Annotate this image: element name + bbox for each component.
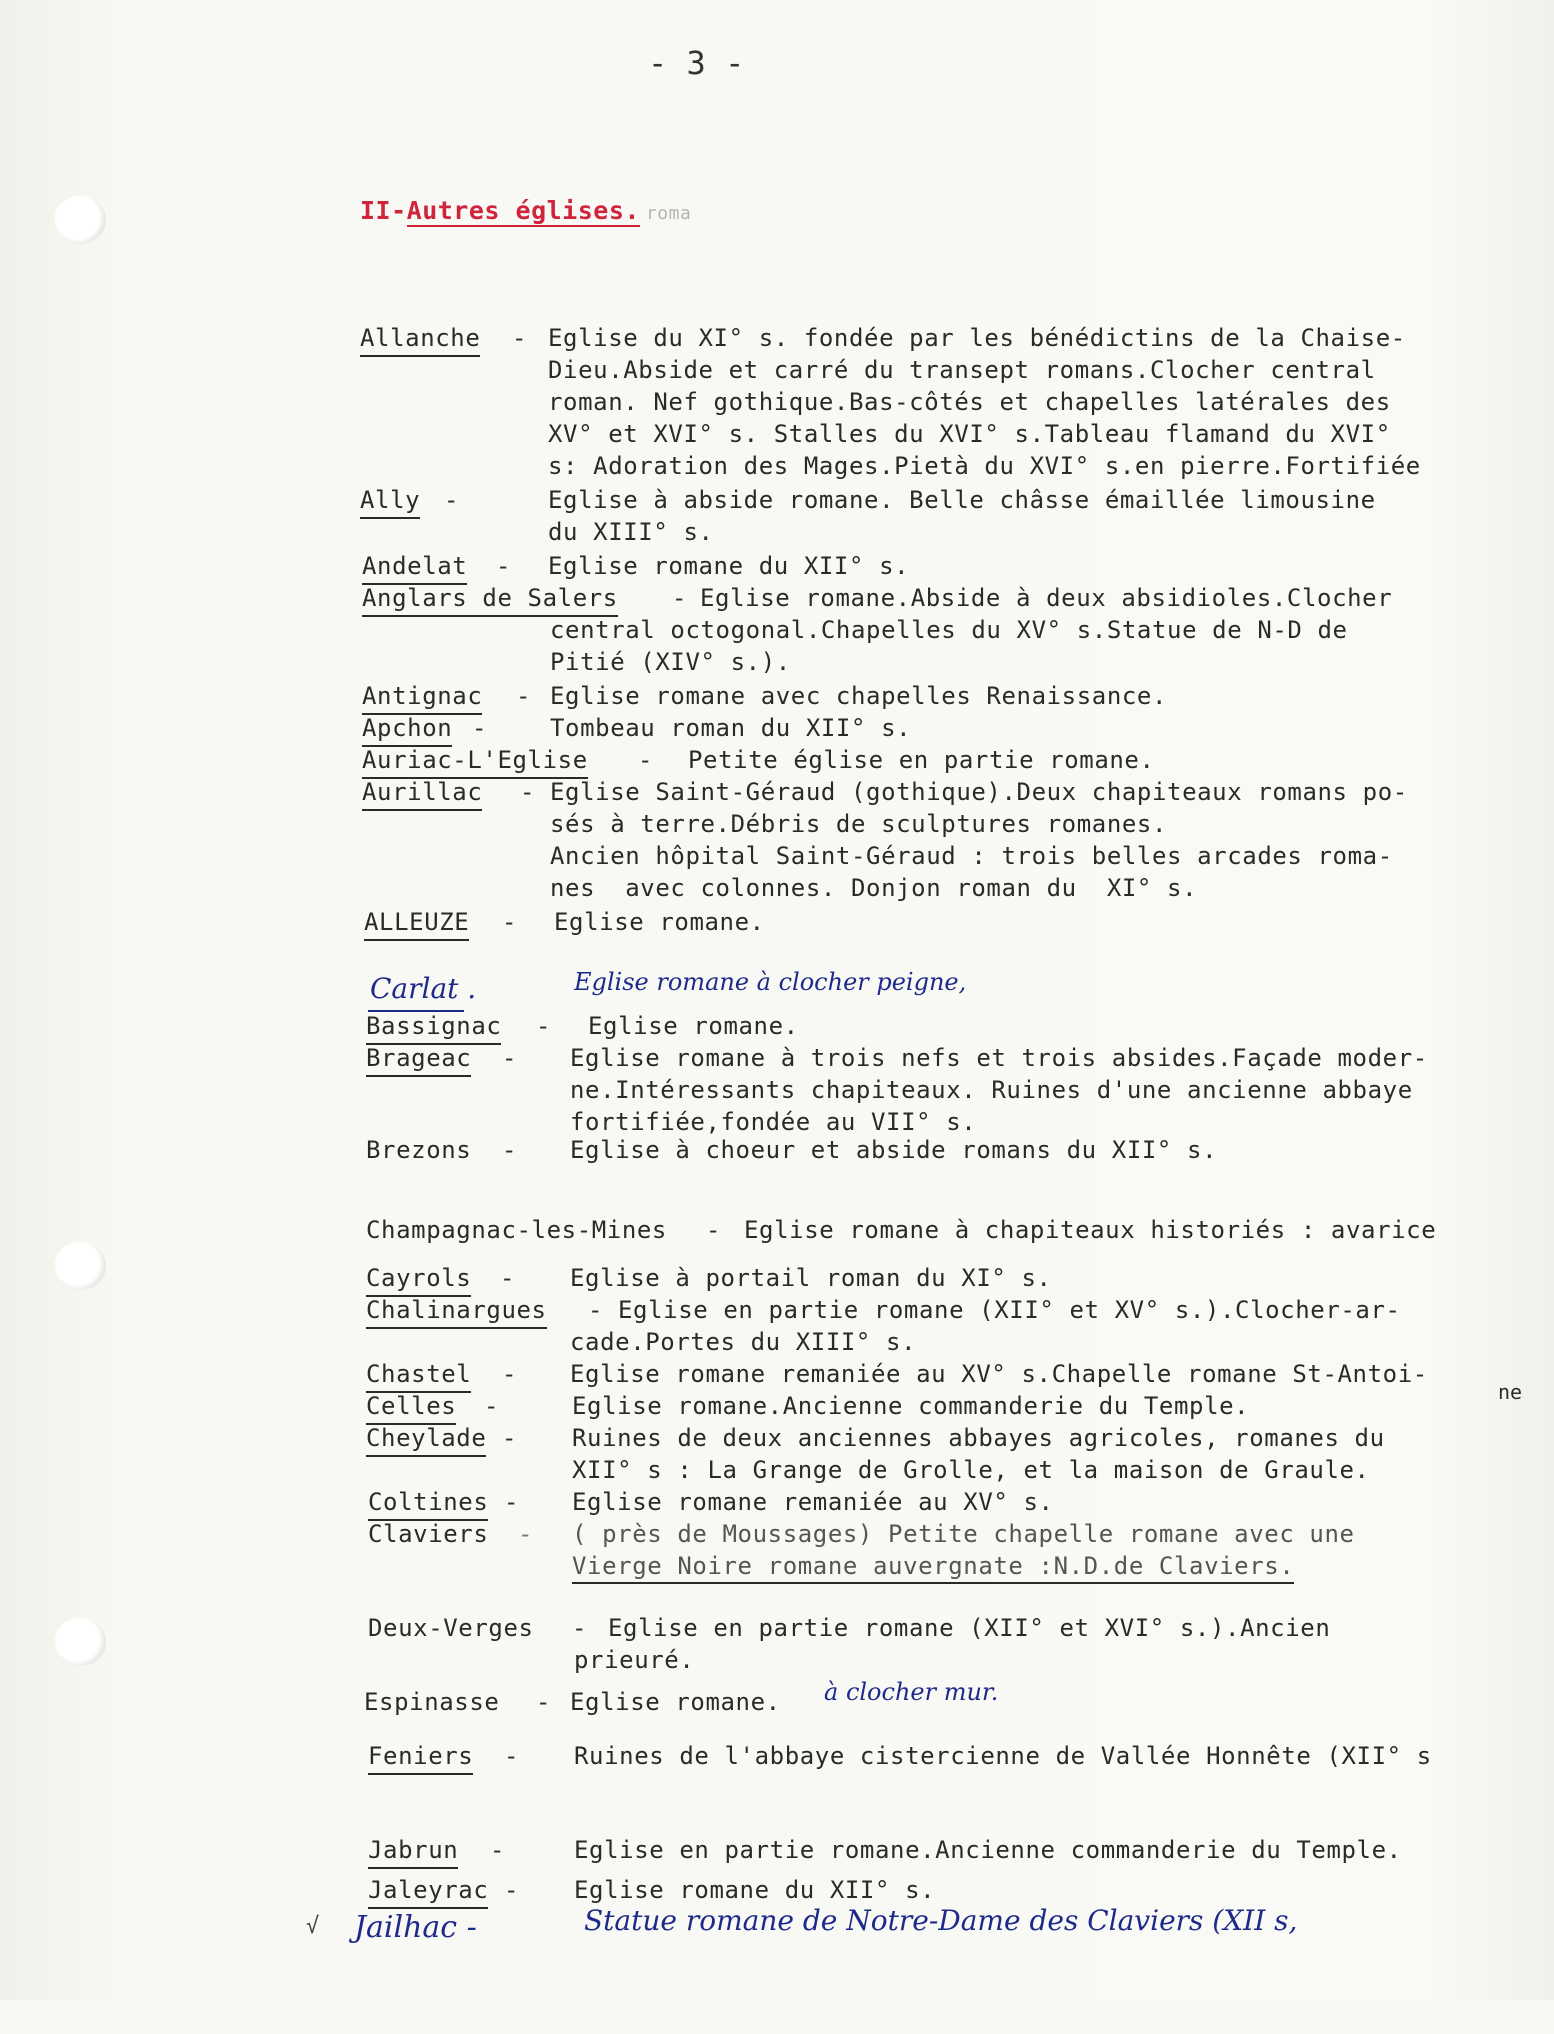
place-name: Andelat — [362, 550, 467, 585]
place-name: ALLEUZE — [364, 906, 469, 941]
list-item: Feniers - Ruines de l'abbaye cistercienne de Vallée Honnête (XII° s — [368, 1740, 428, 1900]
place-name: Brezons — [366, 1136, 472, 1164]
punch-hole — [54, 196, 106, 244]
place-name: Bassignac — [366, 1010, 501, 1045]
list-item: Antignac - Eglise romane avec chapelles Renaissance. — [362, 680, 422, 840]
place-name: Anglars de Salers — [362, 582, 618, 617]
place-name: Coltines — [368, 1486, 488, 1521]
list-item: Chalinargues - Eglise en partie romane (XII° et XV° s.).Clocher-ar- cade.Portes du XIII° s. — [366, 1296, 1401, 1356]
handwritten-note: à clocher mur. — [824, 1678, 999, 1706]
list-item: Bassignac - Eglise romane. — [366, 1010, 426, 1170]
list-item: Brageac - Eglise romane à trois nefs et trois absides.Façade moder- ne.Intéressants chapiteaux. Ruines d'une ancienne abbaye fortifiée,fondée au VII° s. — [366, 1044, 1428, 1136]
place-name: Deux-Verges — [368, 1614, 534, 1642]
section-number: II- — [360, 196, 407, 225]
place-name: Apchon — [362, 712, 452, 747]
list-item: ALLEUZE - Eglise romane. — [364, 906, 424, 1066]
list-item: Coltines - Eglise romane remaniée au XV° s. — [368, 1486, 428, 1646]
line-continuation: ne — [1498, 1380, 1523, 1404]
place-name: Chalinargues — [366, 1294, 547, 1329]
list-item: Deux-Verges - Eglise en partie romane (XII° et XVI° s.).Ancien prieuré. — [368, 1614, 1331, 1674]
list-item: Apchon - Tombeau roman du XII° s. — [362, 712, 422, 872]
list-item: Claviers - ( près de Moussages) Petite chapelle romane avec une Vierge Noire romane auvergnate :N.D.de Claviers. — [368, 1518, 428, 1710]
punch-hole — [54, 1618, 106, 1666]
place-name: Claviers — [368, 1520, 489, 1548]
place-name: Jaleyrac — [368, 1874, 488, 1909]
section-title: Autres églises. — [406, 196, 640, 225]
punch-hole — [54, 1242, 106, 1290]
handwritten-note: Eglise romane à clocher peigne, — [574, 968, 967, 996]
place-name: Cayrols — [366, 1262, 471, 1297]
faint-overstrike: roma — [645, 203, 692, 224]
list-item: Anglars de Salers - Eglise romane.Abside à deux absidioles.Clocher central octogonal.Chapelles du XV° s.Statue de N-D de Pitié (XIV° s.). — [362, 584, 1393, 676]
list-item: Celles - Eglise romane.Ancienne commanderie du Temple. — [366, 1390, 426, 1550]
place-name: Chastel — [366, 1358, 471, 1393]
handwritten-place-name: Carlat . — [370, 972, 477, 1005]
place-name: Auriac-L'Eglise — [362, 744, 588, 779]
place-name: Espinasse — [364, 1688, 500, 1716]
place-name: Feniers — [368, 1740, 473, 1775]
list-item: Champagnac-les-Mines - Eglise romane à chapiteaux historiés : avarice — [366, 1214, 426, 1374]
list-item: Jabrun - Eglise en partie romane.Ancienne commanderie du Temple. — [368, 1834, 428, 1994]
list-item: Jaleyrac - Eglise romane du XII° s. — [368, 1874, 428, 2034]
page-number: - 3 - — [648, 44, 745, 82]
place-name: Antignac — [362, 680, 482, 715]
place-name: Champagnac-les-Mines — [366, 1216, 667, 1244]
list-item: Brezons - Eglise à choeur et abside romans du XII° s. — [366, 1134, 426, 1294]
place-name: Allanche — [360, 322, 480, 357]
list-item: Andelat - Eglise romane du XII° s. — [362, 550, 422, 710]
list-item: Cheylade - Ruines de deux anciennes abbayes agricoles, romanes du XII° s : La Grange de Grolle, et la maison de Graule. — [366, 1424, 1385, 1484]
place-name: Ally — [360, 484, 420, 519]
place-name: Celles — [366, 1390, 456, 1425]
handwritten-place-name: Jailhac - — [354, 1910, 477, 1945]
check-mark-icon: √ — [306, 1914, 320, 1939]
list-item: Allanche - Eglise du XI° s. fondée par les bénédictins de la Chaise- Dieu.Abside et carré du transept romans.Clocher central roman. Nef gothique.Bas-côtés et chapelles latérales des XV° et XVI° s. Stalles du XVI° s.Tableau flamand du XVI° s: Adoration des Mages.Pietà du XVI° s.en pierre.Fortifiée — [360, 324, 1421, 480]
list-item: Aurillac - Eglise Saint-Géraud (gothique).Deux chapiteaux romans po- sés à terre.Débris de sculptures romanes. Ancien hôpital Saint-Géraud : trois belles arcades roma- nes avec colonnes. Donjon roman du XI° s. — [362, 778, 1408, 902]
handwritten-note: Statue romane de Notre-Dame des Claviers (XII s, — [584, 1904, 1298, 1937]
place-name: Cheylade — [366, 1422, 486, 1457]
list-item: Espinasse - Eglise romane. — [364, 1686, 424, 1846]
place-name: Aurillac — [362, 776, 482, 811]
section-heading — [360, 196, 691, 225]
list-item: Cayrols - Eglise à portail roman du XI° s. — [366, 1262, 426, 1422]
place-name: Jabrun — [368, 1834, 458, 1869]
list-item: Auriac-L'Eglise - Petite église en partie romane. — [362, 744, 422, 904]
place-name: Brageac — [366, 1042, 471, 1077]
list-item: Ally - Eglise à abside romane. Belle châsse émaillée limousine du XIII° s. — [360, 486, 1376, 546]
list-item: Chastel - Eglise romane remaniée au XV° s.Chapelle romane St-Antoi- — [366, 1358, 426, 1518]
